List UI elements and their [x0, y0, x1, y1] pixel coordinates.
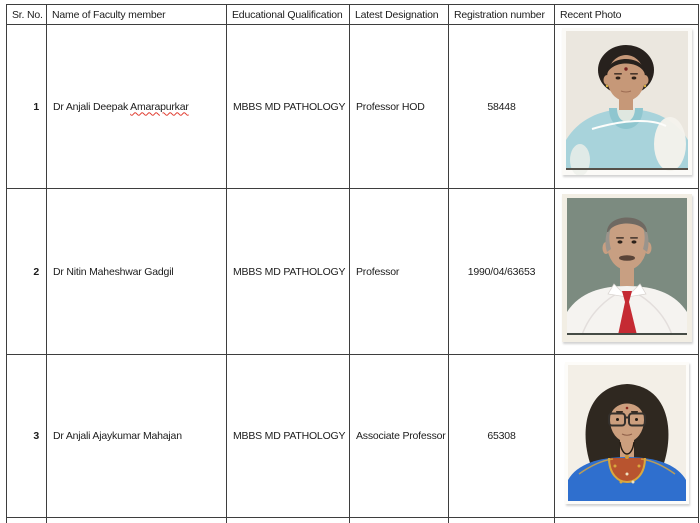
empty-cell	[449, 518, 555, 523]
cell-qualification: MBBS MD PATHOLOGY	[227, 189, 350, 355]
col-header-sr-no: Sr. No.	[7, 5, 47, 25]
cell-faculty-name	[47, 189, 227, 355]
cell-faculty-name	[47, 25, 227, 189]
cell-sr-no: 2	[7, 189, 47, 355]
name-text: Dr Anjali Ajaykumar Mahajan	[53, 430, 182, 442]
faculty-photo-2	[562, 194, 692, 342]
empty-cell	[47, 518, 227, 523]
faculty-table	[6, 4, 699, 523]
faculty-photo-1	[562, 28, 692, 175]
cell-photo	[555, 189, 699, 355]
table-row	[7, 25, 699, 189]
col-header-photo: Recent Photo	[555, 5, 699, 25]
portrait-woman-blue-dupatta	[562, 28, 692, 175]
cell-registration: 1990/04/63653	[449, 189, 555, 355]
cell-faculty-name	[47, 355, 227, 518]
name-text: Dr Anjali Deepak	[53, 100, 131, 113]
empty-cell	[7, 518, 47, 523]
col-header-qualification: Educational Qualification	[227, 5, 350, 25]
col-header-designation: Latest Designation	[350, 5, 449, 25]
table-header-row	[7, 5, 699, 25]
col-header-registration: Registration number	[449, 5, 555, 25]
cell-registration: 58448	[449, 25, 555, 189]
cell-sr-no: 3	[7, 355, 47, 518]
name-text: Dr Nitin Maheshwar Gadgil	[53, 265, 174, 278]
empty-cell	[555, 518, 699, 523]
cell-sr-no: 1	[7, 25, 47, 189]
cell-photo	[555, 355, 699, 518]
col-header-name: Name of Faculty member	[47, 5, 227, 25]
cell-designation: Associate Professor	[350, 355, 449, 518]
portrait-woman-glasses-blue-kurta	[565, 362, 689, 504]
table-row-partial	[7, 518, 699, 523]
table-row	[7, 355, 699, 518]
cell-designation: Professor HOD	[350, 25, 449, 189]
cell-designation: Professor	[350, 189, 449, 355]
cell-photo	[555, 25, 699, 189]
cell-qualification: MBBS MD PATHOLOGY	[227, 355, 350, 518]
empty-cell	[350, 518, 449, 523]
cell-registration: 65308	[449, 355, 555, 518]
name-text-spellcheck-flagged: Amarapurkar	[130, 100, 189, 113]
faculty-photo-3	[565, 362, 689, 504]
cell-qualification: MBBS MD PATHOLOGY	[227, 25, 350, 189]
empty-cell	[227, 518, 350, 523]
portrait-man-red-tie	[562, 194, 692, 342]
table-row	[7, 189, 699, 355]
